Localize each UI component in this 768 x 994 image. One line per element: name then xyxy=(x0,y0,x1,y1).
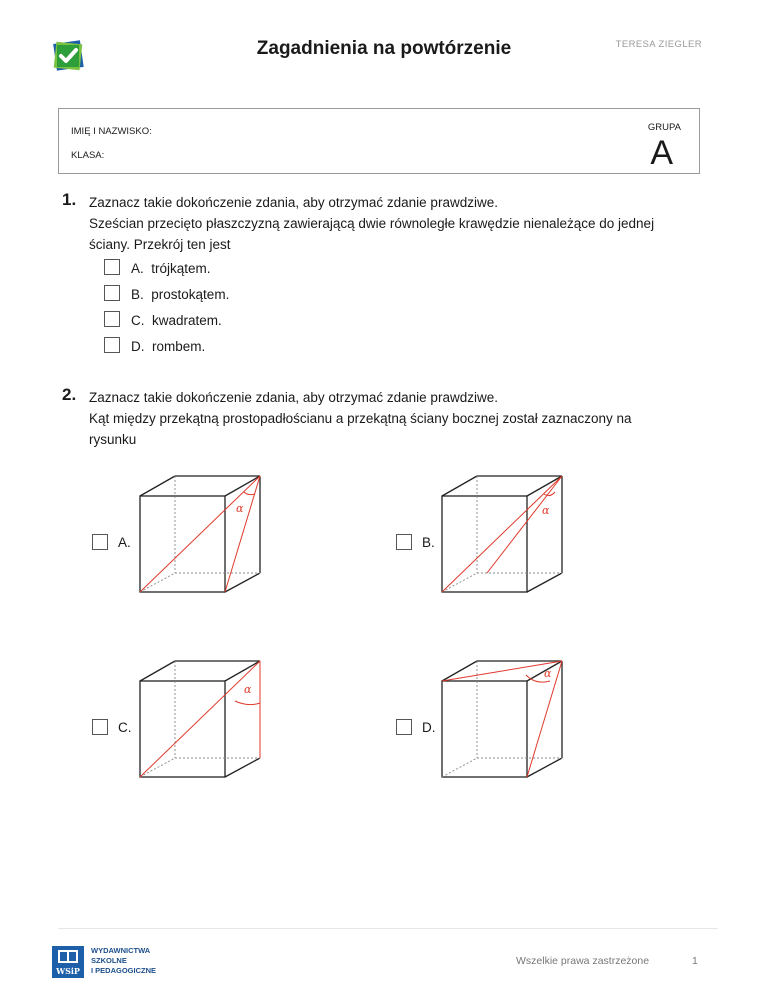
q2-option-c-label[interactable]: C. xyxy=(118,720,132,735)
q2-option-d-checkbox[interactable] xyxy=(396,719,412,735)
q1-option-b-checkbox[interactable] xyxy=(104,285,120,301)
q2-option-b-checkbox[interactable] xyxy=(396,534,412,550)
question-1-line-2: Sześcian przecięto płaszczyzną zawierającą dwie równoległe krawędzie nienależące do jednej xyxy=(89,216,655,231)
publisher-line-1: WYDAWNICTWA xyxy=(91,946,151,955)
question-2-line-3: rysunku xyxy=(89,432,137,447)
q2-option-b-figure xyxy=(432,470,577,600)
publisher-line-2: SZKOLNE xyxy=(91,956,127,965)
publisher-name xyxy=(91,946,156,976)
q2-option-c-figure xyxy=(130,655,275,785)
option-text: kwadratem. xyxy=(152,313,222,328)
option-text: prostokątem. xyxy=(151,287,230,302)
option-letter: A. xyxy=(131,261,144,276)
question-2-line-2: Kąt między przekątną prostopadłościanu a przekątną ściany bocznej został zaznaczony na xyxy=(89,411,632,426)
page-title: Zagadnienia na powtórzenie xyxy=(256,38,512,59)
q1-option-d[interactable] xyxy=(131,339,205,354)
alpha-symbol: α xyxy=(236,502,244,515)
question-1-line-3: ściany. Przekrój ten jest xyxy=(89,237,231,252)
group-letter: A xyxy=(650,134,673,172)
q2-option-d-label[interactable]: D. xyxy=(422,720,436,735)
q2-option-a-figure xyxy=(130,470,275,600)
q2-option-c-checkbox[interactable] xyxy=(92,719,108,735)
question-2-line-1: Zaznacz takie dokończenie zdania, aby otrzymać zdanie prawdziwe. xyxy=(89,390,498,405)
alpha-symbol: α xyxy=(544,667,552,680)
class-label: KLASA: xyxy=(71,150,105,161)
q2-option-a-checkbox[interactable] xyxy=(92,534,108,550)
q1-option-c-checkbox[interactable] xyxy=(104,311,120,327)
q2-option-d-figure xyxy=(432,655,577,785)
q1-option-a[interactable] xyxy=(131,261,211,276)
q1-option-d-checkbox[interactable] xyxy=(104,337,120,353)
q2-option-a-label[interactable]: A. xyxy=(118,535,131,550)
question-2-number: 2. xyxy=(62,385,77,404)
q2-option-b-label[interactable]: B. xyxy=(422,535,435,550)
option-letter: D. xyxy=(131,339,145,354)
author-name: TERESA ZIEGLER xyxy=(615,39,702,50)
group-label: GRUPA xyxy=(647,122,681,133)
footer-divider xyxy=(58,928,718,929)
name-label: IMIĘ I NAZWISKO: xyxy=(71,126,152,137)
question-1-line-1: Zaznacz takie dokończenie zdania, aby otrzymać zdanie prawdziwe. xyxy=(89,195,498,210)
question-2-text xyxy=(89,387,632,450)
question-1-text xyxy=(89,192,654,255)
option-text: rombem. xyxy=(152,339,206,354)
q1-option-a-checkbox[interactable] xyxy=(104,259,120,275)
publisher-line-3: I PEDAGOGICZNE xyxy=(91,966,157,975)
option-letter: C. xyxy=(131,313,145,328)
alpha-symbol: α xyxy=(244,683,252,696)
q1-option-c[interactable] xyxy=(131,313,222,328)
option-letter: B. xyxy=(131,287,144,302)
option-text: trójkątem. xyxy=(151,261,211,276)
page-number: 1 xyxy=(692,955,698,967)
wsip-logo-text: WSiP xyxy=(56,966,80,976)
q1-option-b[interactable] xyxy=(131,287,229,302)
question-1-number: 1. xyxy=(62,190,77,209)
wsip-logo-icon xyxy=(52,946,84,978)
alpha-symbol: α xyxy=(542,504,550,517)
student-info-box xyxy=(58,108,700,174)
rights-notice: Wszelkie prawa zastrzeżone xyxy=(516,955,650,967)
